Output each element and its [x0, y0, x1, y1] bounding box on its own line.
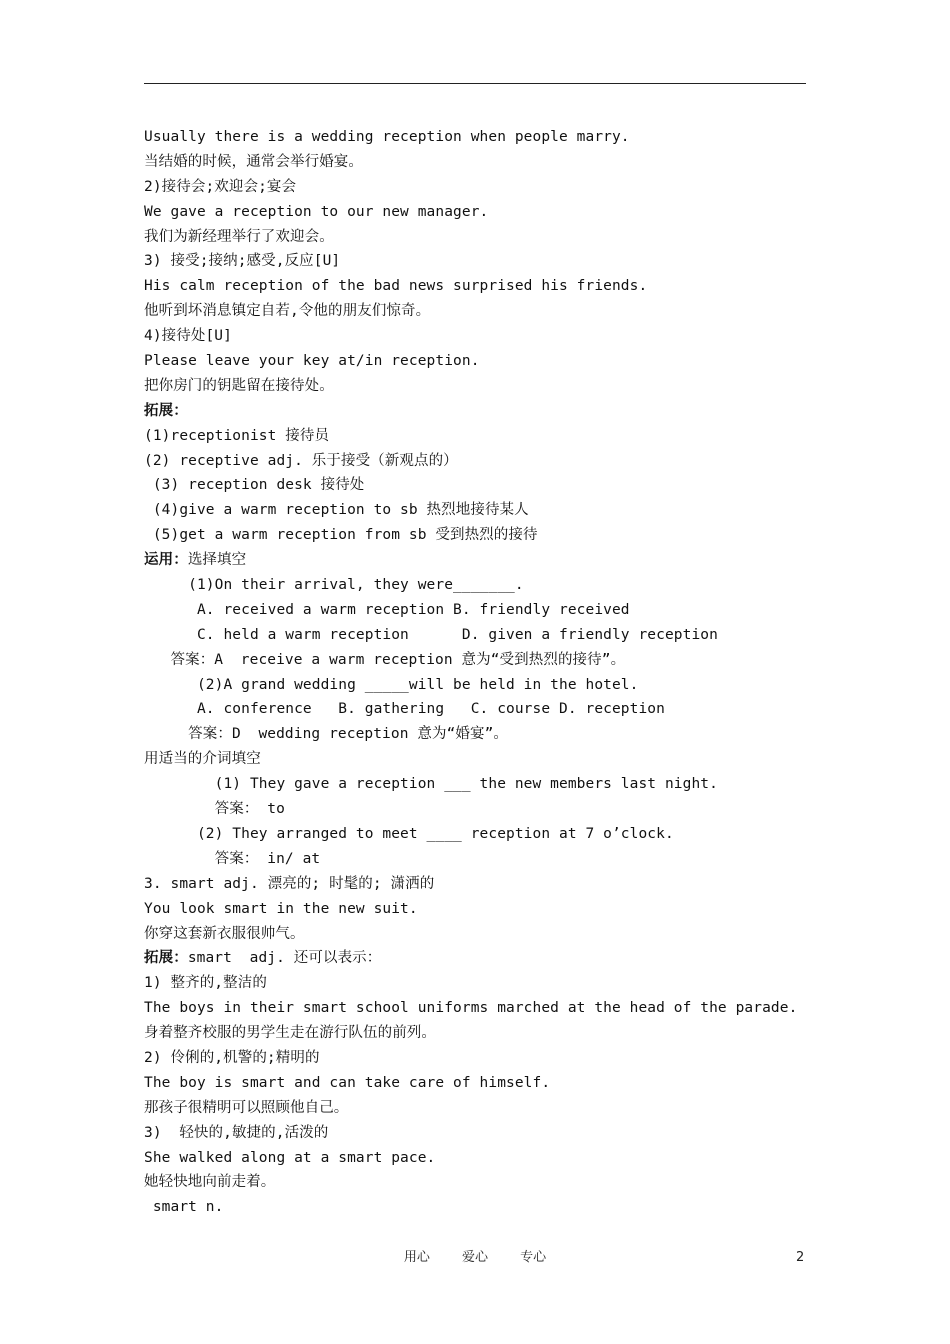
text-line: 2) 伶俐的,机警的;精明的 — [144, 1049, 320, 1066]
text-line: 1) 整齐的,整洁的 — [144, 975, 267, 992]
text-line: His calm reception of the bad news surprised his friends. — [144, 278, 648, 295]
exercise-answer: 答案： in/ at — [144, 850, 321, 867]
text-line: The boys in their smart school uniforms marched at the head of the parade. — [144, 1000, 798, 1017]
text-line: 4)接待处[U] — [144, 328, 232, 345]
text-line: 3) 接受;接纳;感受,反应[U] — [144, 253, 341, 270]
text-line: (3) reception desk 接待处 — [144, 477, 365, 494]
text-line: Usually there is a wedding reception when people marry. — [144, 129, 630, 145]
text-line: 把你房门的钥匙留在接待处。 — [144, 377, 334, 394]
exercise-question: (1)On their arrival, they were_______. — [144, 577, 524, 594]
yunyong-rest: 选择填空 — [187, 552, 247, 569]
page-number: 2 — [796, 1250, 805, 1265]
footer-motto-2: 爱心 — [461, 1250, 488, 1265]
text-line: 那孩子很精明可以照顾他自己。 — [144, 1099, 349, 1116]
exercise-options: C. held a warm reception D. given a friendly reception — [144, 626, 718, 643]
exercise-answer: 答案：A receive a warm reception 意为“受到热烈的接待”。 — [144, 651, 626, 668]
text-line: (1)receptionist 接待员 — [144, 427, 330, 444]
footer-motto — [0, 1248, 950, 1268]
text-line: 她轻快地向前走着。 — [144, 1174, 276, 1191]
exercise-answer: 答案：D wedding reception 意为“婚宴”。 — [144, 726, 509, 743]
text-line: 用适当的介词填空 — [144, 751, 261, 768]
text-line: 我们为新经理举行了欢迎会。 — [144, 228, 334, 245]
header-rule — [144, 83, 806, 84]
document-body — [144, 125, 824, 1220]
yunyong-label: 运用： — [144, 552, 188, 569]
text-line: Please leave your key at/in reception. — [144, 353, 480, 370]
section-heading-tuozhan: 拓展： — [144, 402, 188, 419]
text-line: 3. smart adj. 漂亮的; 时髦的; 潇洒的 — [144, 875, 435, 892]
section-heading-yunyong — [144, 548, 824, 573]
text-line: 2)接待会;欢迎会;宴会 — [144, 178, 297, 195]
exercise-options: A. received a warm reception B. friendly received — [144, 601, 630, 618]
text-line: (5)get a warm reception from sb 受到热烈的接待 — [144, 527, 538, 544]
text-line: The boy is smart and can take care of himself. — [144, 1074, 551, 1091]
text-line: 当结婚的时候，通常会举行婚宴。 — [144, 153, 363, 170]
exercise-answer: 答案： to — [144, 801, 285, 818]
text-line: 3) 轻快的,敏捷的,活泼的 — [144, 1124, 329, 1141]
exercise-question: (1) They gave a reception ___ the new members last night. — [144, 776, 718, 793]
exercise-question: (2)A grand wedding _____will be held in the hotel. — [144, 676, 639, 693]
section-heading-tuozhan-2 — [144, 946, 824, 971]
text-line: We gave a reception to our new manager. — [144, 203, 489, 220]
text-line: smart n. — [144, 1199, 224, 1216]
text-line: You look smart in the new suit. — [144, 900, 418, 917]
footer-motto-3: 专心 — [520, 1250, 547, 1265]
text-line: (2) receptive adj. 乐于接受（新观点的） — [144, 452, 458, 469]
text-line: (4)give a warm reception to sb 热烈地接待某人 — [144, 502, 529, 519]
tuozhan-rest: smart adj. 还可以表示： — [187, 950, 382, 967]
text-line: 身着整齐校服的男学生走在游行队伍的前列。 — [144, 1025, 436, 1042]
footer-motto-1: 用心 — [403, 1250, 430, 1265]
exercise-question: (2) They arranged to meet ____ reception at 7 o’clock. — [144, 825, 674, 842]
tuozhan-label: 拓展： — [144, 950, 188, 967]
text-line: She walked along at a smart pace. — [144, 1149, 436, 1166]
exercise-options: A. conference B. gathering C. course D. reception — [144, 701, 665, 718]
text-line: 你穿这套新衣服很帅气。 — [144, 925, 305, 942]
text-line: 他听到坏消息镇定自若,令他的朋友们惊奇。 — [144, 303, 431, 320]
